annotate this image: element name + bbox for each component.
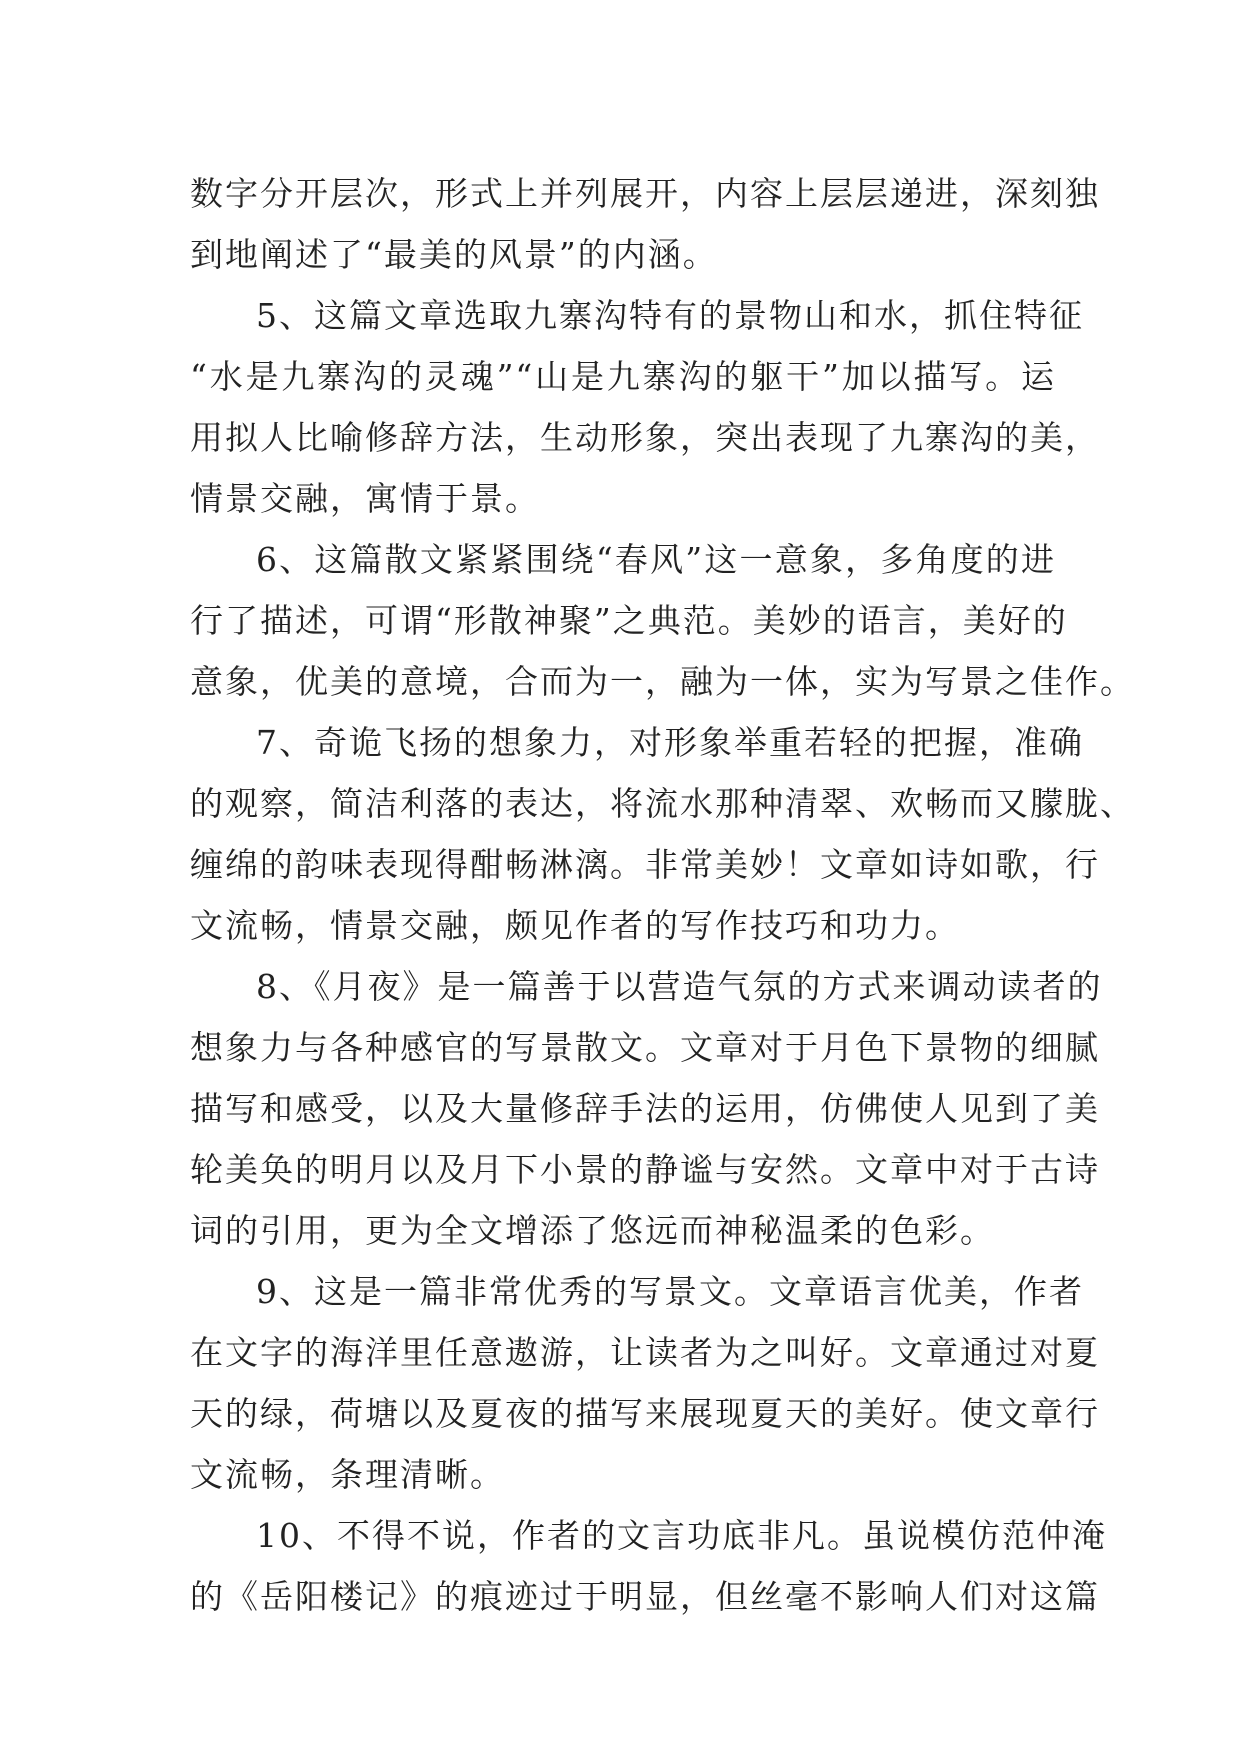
text-line: 的《岳阳楼记》的痕迹过于明显，但丝毫不影响人们对这篇 (190, 1577, 1100, 1616)
text-line: 文流畅，情景交融，颇见作者的写作技巧和功力。 (190, 906, 960, 945)
text-line: 的观察，简洁利落的表达，将流水那种清翠、欢畅而又朦胧、 (190, 784, 1135, 823)
paragraph-continuation (190, 163, 1100, 285)
text-line: 文流畅，条理清晰。 (190, 1455, 505, 1494)
text-line: 意象，优美的意境，合而为一，融为一体，实为写景之佳作。 (190, 662, 1135, 701)
text-line: 在文字的海洋里任意遨游，让读者为之叫好。文章通过对夏 (190, 1333, 1100, 1372)
text-line: 10、不得不说，作者的文言功底非凡。虽说模仿范仲淹 (256, 1516, 1107, 1555)
paragraph-10 (190, 1505, 1107, 1627)
text-line: 行了描述，可谓“形散神聚”之典范。美妙的语言，美好的 (190, 601, 1068, 640)
text-line: 8、《月夜》是一篇善于以营造气氛的方式来调动读者的 (256, 967, 1103, 1006)
text-line: 缠绵的韵味表现得酣畅淋漓。非常美妙！文章如诗如歌，行 (190, 845, 1100, 884)
paragraph-6 (190, 529, 1135, 712)
paragraph-5 (190, 285, 1100, 529)
text-line: 天的绿，荷塘以及夏夜的描写来展现夏天的美好。使文章行 (190, 1394, 1100, 1433)
text-line: 用拟人比喻修辞方法，生动形象，突出表现了九寨沟的美， (190, 418, 1100, 457)
paragraph-9 (190, 1261, 1100, 1505)
paragraph-7 (190, 712, 1135, 956)
text-line: 到地阐述了“最美的风景”的内涵。 (190, 235, 718, 274)
text-line: 9、这是一篇非常优秀的写景文。文章语言优美，作者 (256, 1272, 1084, 1311)
paragraph-8 (190, 956, 1103, 1261)
text-line: 想象力与各种感官的写景散文。文章对于月色下景物的细腻 (190, 1028, 1100, 1067)
text-line: 描写和感受，以及大量修辞手法的运用，仿佛使人见到了美 (190, 1089, 1100, 1128)
text-line: 轮美奂的明月以及月下小景的静谧与安然。文章中对于古诗 (190, 1150, 1100, 1189)
text-line: 数字分开层次，形式上并列展开，内容上层层递进，深刻独 (190, 174, 1100, 213)
text-line: 5、这篇文章选取九寨沟特有的景物山和水，抓住特征 (256, 296, 1084, 335)
text-line: “水是九寨沟的灵魂”“山是九寨沟的躯干”加以描写。运 (190, 357, 1056, 396)
text-line: 7、奇诡飞扬的想象力，对形象举重若轻的把握，准确 (256, 723, 1084, 762)
text-line: 情景交融，寓情于景。 (190, 479, 540, 518)
text-line: 词的引用，更为全文增添了悠远而神秘温柔的色彩。 (190, 1211, 995, 1250)
document-body (190, 163, 1135, 1627)
text-line: 6、这篇散文紧紧围绕“春风”这一意象，多角度的进 (256, 540, 1056, 579)
